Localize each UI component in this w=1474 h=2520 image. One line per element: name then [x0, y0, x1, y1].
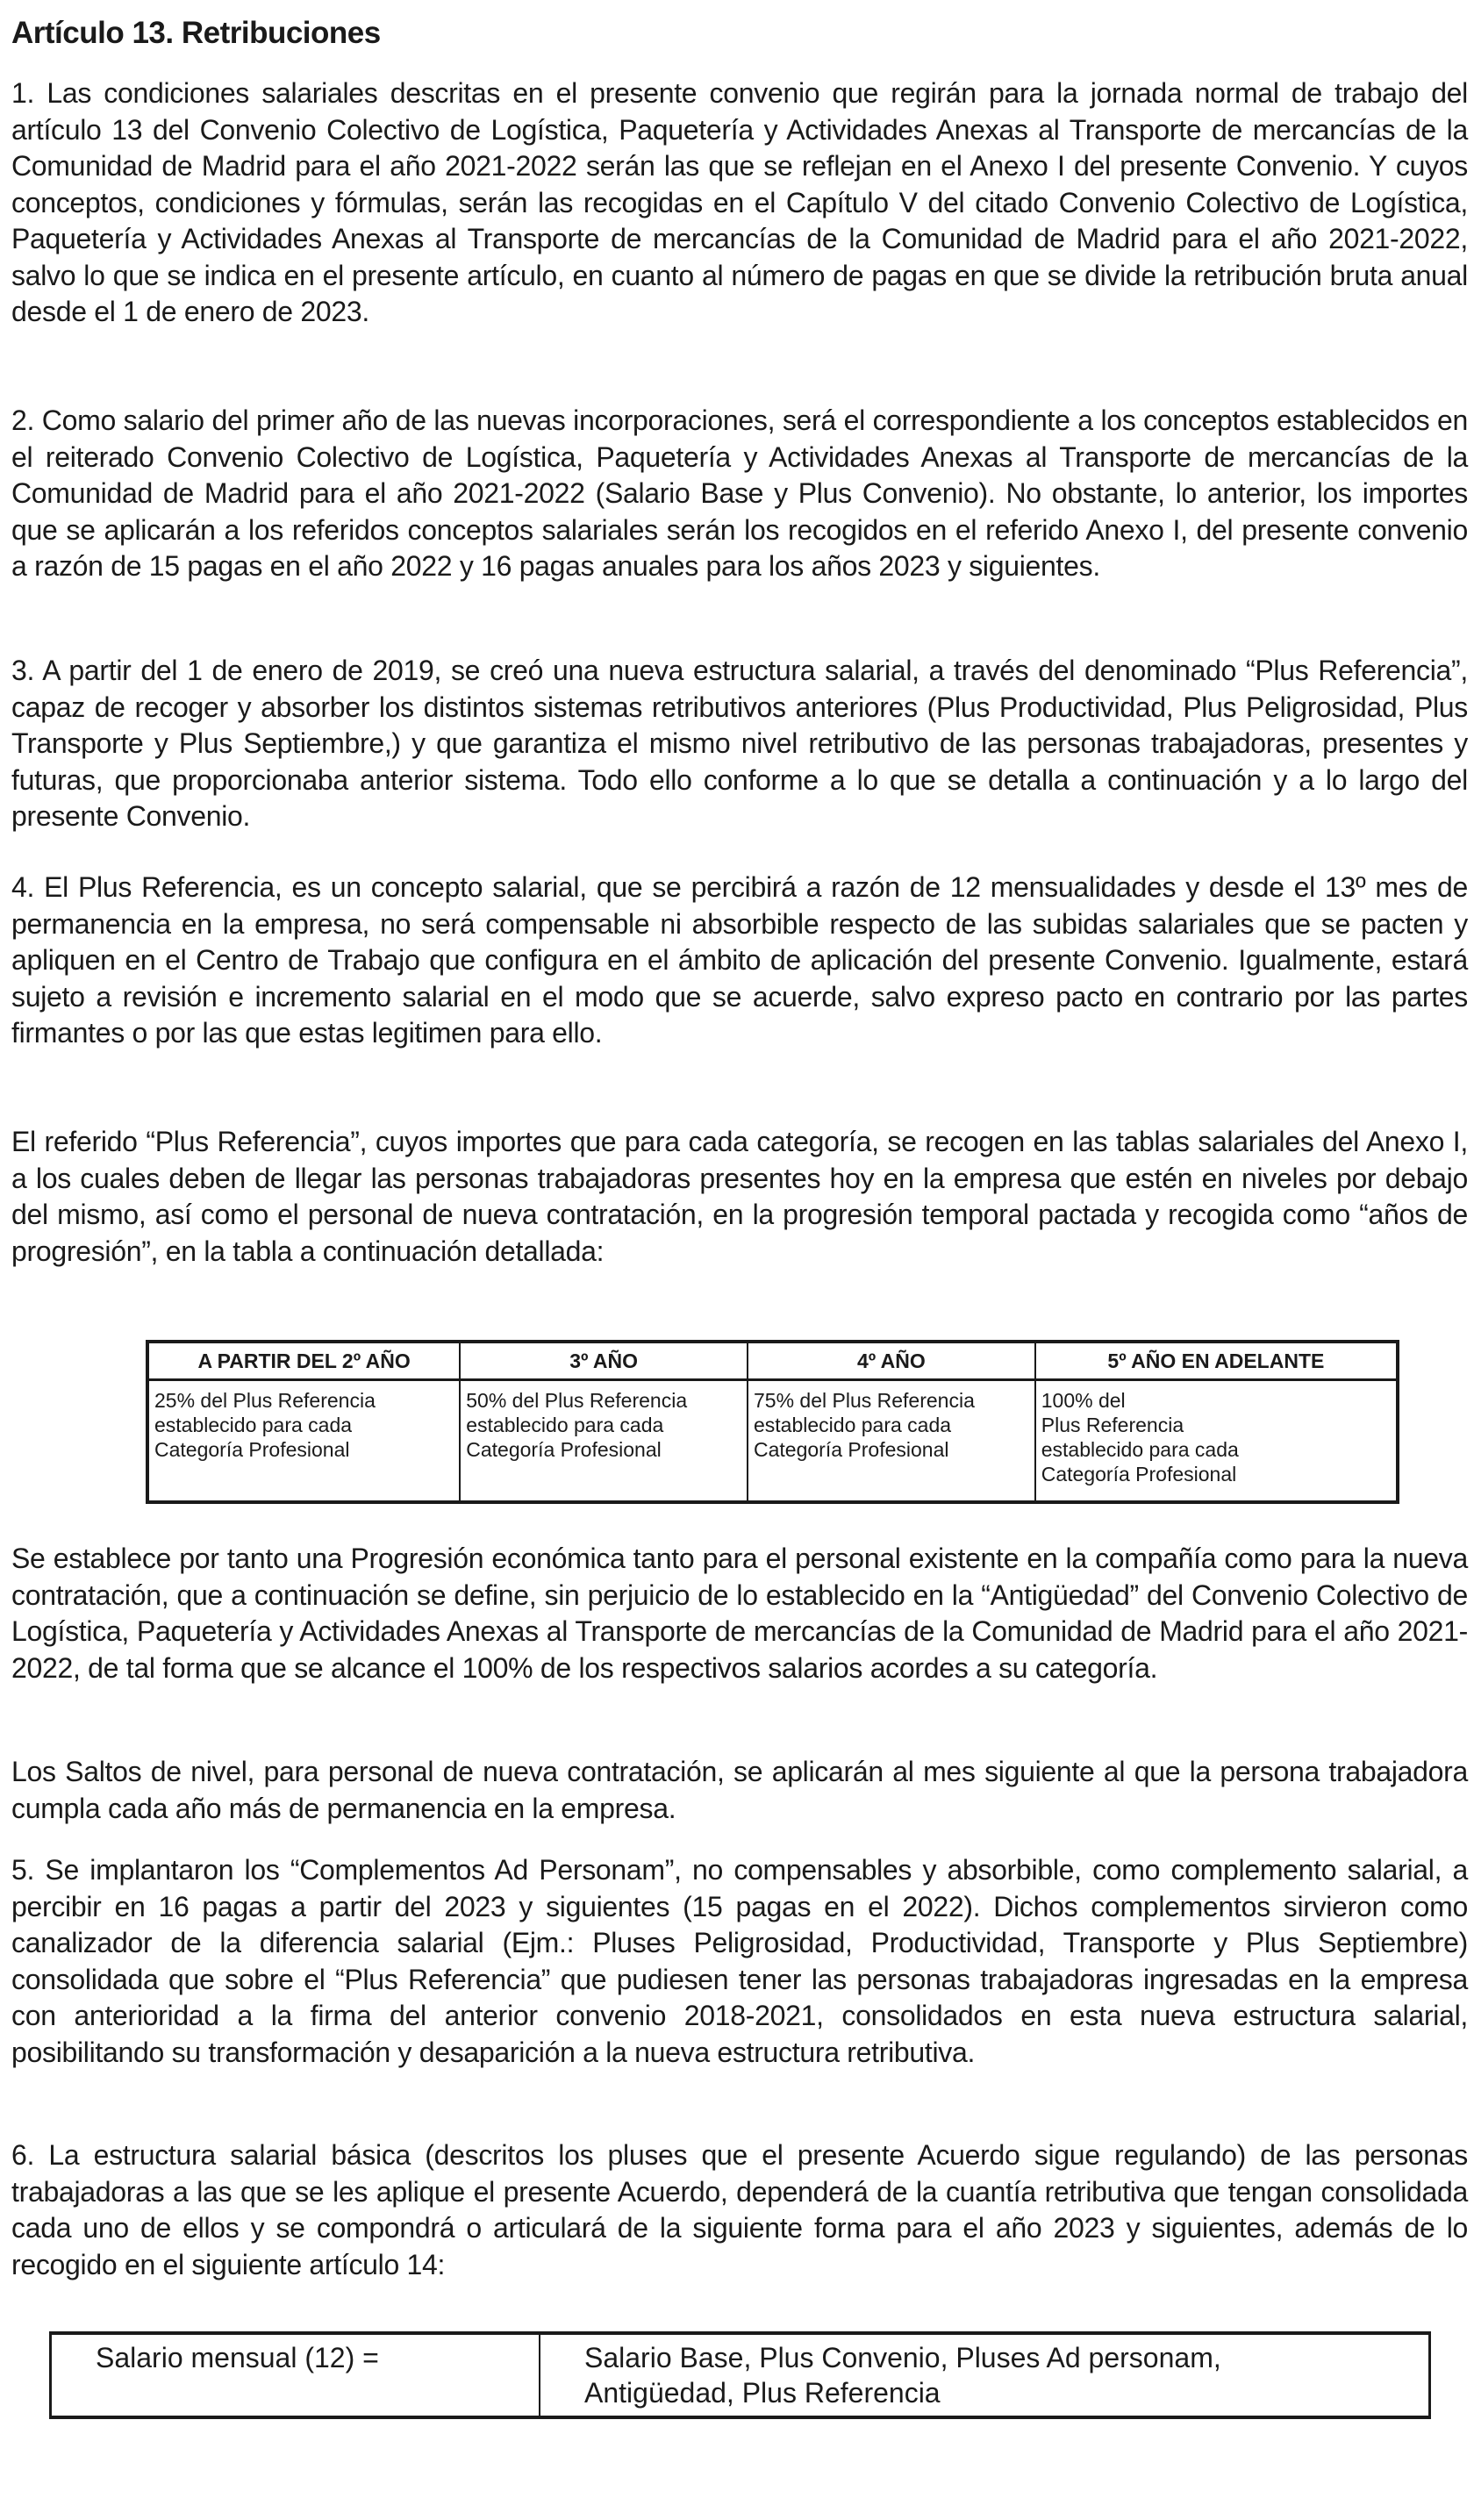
- cell-line: establecido para cada: [466, 1414, 664, 1436]
- cell-line: Plus Referencia: [1041, 1414, 1184, 1436]
- table-row: [51, 2333, 1430, 2417]
- progression-table: [146, 1340, 1399, 1504]
- cell-line: Categoría Profesional: [754, 1438, 949, 1461]
- paragraph-plus-referencia: El referido “Plus Referencia”, cuyos importes que para cada categoría, se recogen en las tablas salariales del Anexo I, a los cuales deben de llegar las personas trabajadoras presentes hoy en la empresa que estén en niveles por debajo del mismo, así como el personal de nueva contratación, en la progresión temporal pactada y recogida como “años de progresión”, en la tabla a continuación detallada:: [11, 1126, 1468, 1267]
- cell-line: establecido para cada: [754, 1414, 952, 1436]
- article-title: Artículo 13. Retribuciones: [11, 16, 381, 50]
- table-row: [147, 1380, 1398, 1503]
- paragraph-2: 2. Como salario del primer año de las nuevas incorporaciones, será el correspondiente a los conceptos establecidos en el reiterado Convenio Colectivo de Logística, Paquetería y Actividades Anexas al Transporte de mercancías de la Comunidad de Madrid para el año 2021-2022 (Salario Base y Plus Convenio). No obstante, lo anterior, los importes que se aplicarán a los referidos conceptos salariales serán los recogidos en el referido Anexo I, del presente convenio a razón de 15 pagas en el año 2022 y 16 pagas anuales para los años 2023 y siguientes.: [11, 404, 1468, 582]
- cell-line: 75% del Plus Referencia: [754, 1389, 975, 1412]
- cell-line: Antigüedad, Plus Referencia: [584, 2377, 941, 2409]
- cell-line: 100% del: [1041, 1389, 1126, 1412]
- table-cell: [460, 1380, 748, 1503]
- table-header: A PARTIR DEL 2º AÑO: [147, 1342, 460, 1380]
- paragraph-4: 4. El Plus Referencia, es un concepto salarial, que se percibirá a razón de 12 mensualidades y desde el 13º mes de permanencia en la empresa, no será compensable ni absorbible respecto de las subidas salariales que se pacten y apliquen en el Centro de Trabajo que configura en el ámbito de aplicación del presente Convenio. Igualmente, estará sujeto a revisión e incremento salarial en el modo que se acuerde, salvo expreso pacto en contrario por las partes firmantes o por las que estas legitimen para ello.: [11, 871, 1468, 1049]
- paragraph-6: 6. La estructura salarial básica (descritos los pluses que el presente Acuerdo sigue regulando) de las personas trabajadoras a las que se les aplique el presente Acuerdo, dependerá de la cuantía retributiva que tengan consolidada cada uno de ellos y se compondrá o articulará de la siguiente forma para el año 2023 y siguientes, además de lo recogido en el siguiente artículo 14:: [11, 2139, 1468, 2280]
- table-cell: [1035, 1380, 1398, 1503]
- table-cell: [147, 1380, 460, 1503]
- paragraph-3: 3. A partir del 1 de enero de 2019, se creó una nueva estructura salarial, a través del denominado “Plus Referencia”, capaz de recoger y absorber los distintos sistemas retributivos anteriores (Plus Productividad, Plus Peligrosidad, Plus Transporte y Plus Septiembre,) y que garantiza el mismo nivel retributivo de las personas trabajadoras, presentes y futuras, que proporcionaba anterior sistema. Todo ello conforme a lo que se detalla a continuación y a lo largo del presente Convenio.: [11, 655, 1468, 832]
- salary-label: Salario mensual (12) =: [51, 2333, 540, 2417]
- cell-line: Categoría Profesional: [154, 1438, 350, 1461]
- table-header: 3º AÑO: [460, 1342, 748, 1380]
- paragraph-saltos: Los Saltos de nivel, para personal de nueva contratación, se aplicarán al mes siguiente al que la persona trabajadora cumpla cada año más de permanencia en la empresa.: [11, 1756, 1468, 1824]
- table-header: 4º AÑO: [748, 1342, 1035, 1380]
- table-header: 5º AÑO EN ADELANTE: [1035, 1342, 1398, 1380]
- paragraph-progresion: Se establece por tanto una Progresión económica tanto para el personal existente en la compañía como para la nueva contratación, que a continuación se define, sin perjuicio de lo establecido en la “Antigüedad” del Convenio Colectivo de Logística, Paquetería y Actividades Anexas al Transporte de mercancías de la Comunidad de Madrid para el año 2021-2022, de tal forma que se alcance el 100% de los respectivos salarios acordes a su categoría.: [11, 1543, 1468, 1684]
- salary-components: [540, 2333, 1430, 2417]
- cell-line: Categoría Profesional: [1041, 1463, 1237, 1486]
- cell-line: 50% del Plus Referencia: [466, 1389, 688, 1412]
- cell-line: Categoría Profesional: [466, 1438, 662, 1461]
- cell-line: establecido para cada: [154, 1414, 353, 1436]
- salary-table: [49, 2331, 1431, 2419]
- table-header-row: [147, 1342, 1398, 1380]
- paragraph-5: 5. Se implantaron los “Complementos Ad Personam”, no compensables y absorbible, como complemento salarial, a percibir en 16 pagas a partir del 2023 y siguientes (15 pagas en el 2022). Dichos complementos sirvieron como canalizador de la diferencia salarial (Ejm.: Pluses Peligrosidad, Productividad, Transporte y Plus Septiembre) consolidada que sobre el “Plus Referencia” que pudiesen tener las personas trabajadoras ingresadas en la empresa con anterioridad a la firma del anterior convenio 2018-2021, consolidados en esta nueva estructura salarial, posibilitando su transformación y desaparición a la nueva estructura retributiva.: [11, 1854, 1468, 2068]
- cell-line: 25% del Plus Referencia: [154, 1389, 376, 1412]
- cell-line: Salario Base, Plus Convenio, Pluses Ad personam,: [584, 2342, 1221, 2373]
- paragraph-1: 1. Las condiciones salariales descritas en el presente convenio que regirán para la jornada normal de trabajo del artículo 13 del Convenio Colectivo de Logística, Paquetería y Actividades Anexas al Transporte de mercancías de la Comunidad de Madrid para el año 2021-2022 serán las que se reflejan en el Anexo I del presente Convenio. Y cuyos conceptos, condiciones y fórmulas, serán las recogidas en el Capítulo V del citado Convenio Colectivo de Logística, Paquetería y Actividades Anexas al Transporte de mercancías de la Comunidad de Madrid para el año 2021-2022, salvo lo que se indica en el presente artículo, en cuanto al número de pagas en que se divide la retribución bruta anual desde el 1 de enero de 2023.: [11, 77, 1468, 327]
- cell-line: establecido para cada: [1041, 1438, 1239, 1461]
- table-cell: [748, 1380, 1035, 1503]
